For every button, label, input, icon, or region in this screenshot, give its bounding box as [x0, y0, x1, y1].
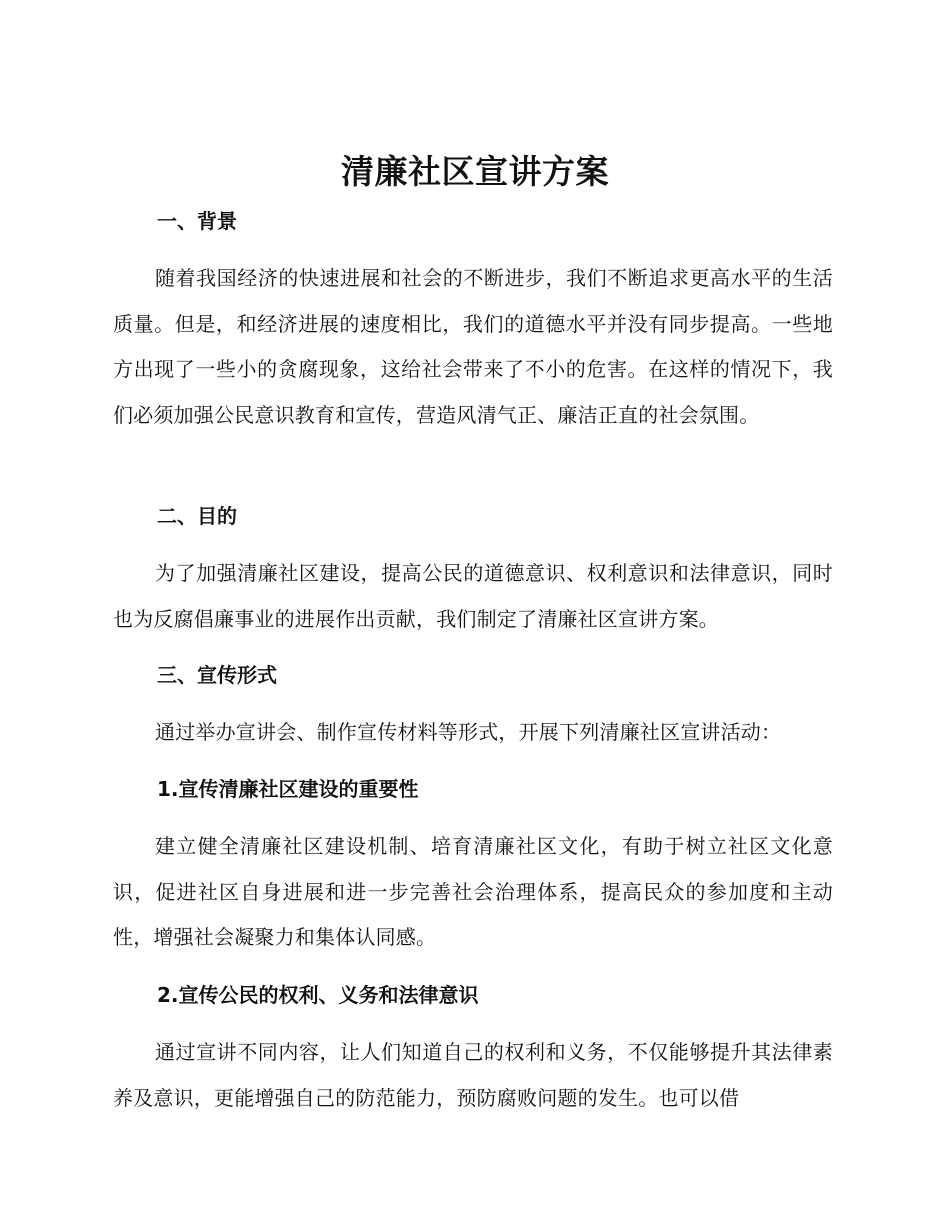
section-heading-background: 一、背景	[157, 209, 237, 233]
paragraph-background: 随着我国经济的快速进展和社会的不断进步，我们不断追求更高水平的生活质量。但是，和经济进展的速度相比，我们的道德水平并没有同步提高。一些地方出现了一些小的贪腐现象，这给社会带来了不小的危害。在这样的情况下，我们必须加强公民意识教育和宣传，营造风清气正、廉洁正直的社会氛围。	[113, 266, 833, 427]
paragraph-item-1: 建立健全清廉社区建设机制、培育清廉社区文化，有助于树立社区文化意识，促进社区自身进展和进一步完善社会治理体系，提高民众的参加度和主动性，增强社会凝聚力和集体认同感。	[113, 834, 833, 949]
subheading-item-1: 1.宣传清廉社区建设的重要性	[157, 777, 419, 801]
subheading-item-2: 2.宣传公民的权利、义务和法律意识	[157, 983, 479, 1007]
section-heading-form: 三、宣传形式	[157, 663, 277, 687]
document-title: 清廉社区宣讲方案	[341, 152, 609, 191]
paragraph-item-2: 通过宣讲不同内容，让人们知道自己的权利和义务，不仅能够提升其法律素养及意识，更能增强自己的防范能力，预防腐败问题的发生。也可以借	[113, 1040, 833, 1110]
paragraph-purpose: 为了加强清廉社区建设，提高公民的道德意识、权利意识和法律意识，同时也为反腐倡廉事业的进展作出贡献，我们制定了清廉社区宣讲方案。	[113, 561, 833, 631]
section-heading-purpose: 二、目的	[157, 504, 237, 528]
paragraph-form: 通过举办宣讲会、制作宣传材料等形式，开展下列清廉社区宣讲活动：	[155, 720, 782, 744]
